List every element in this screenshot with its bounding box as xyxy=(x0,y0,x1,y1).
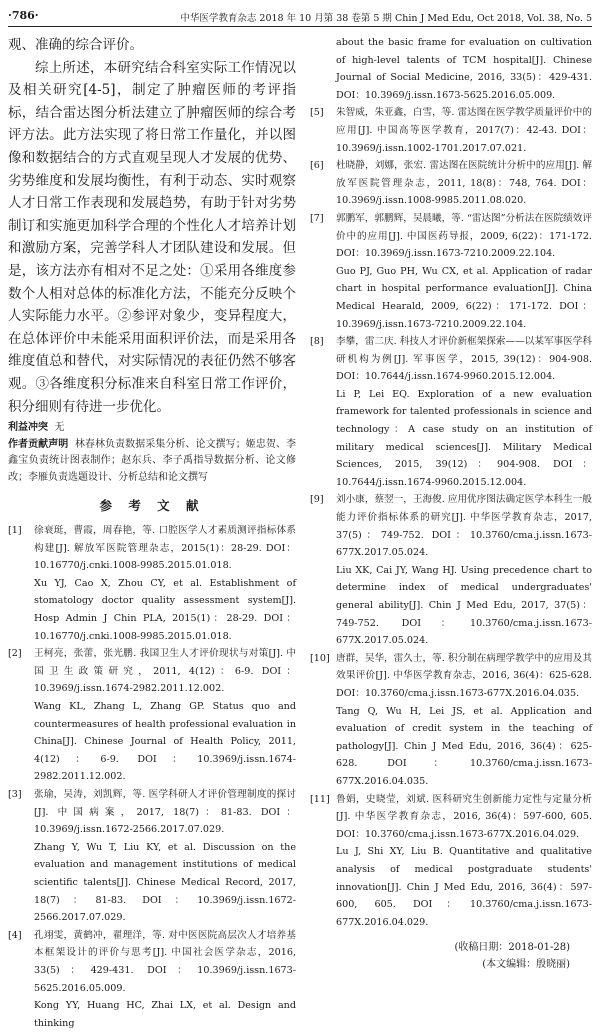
reference-number: [3] xyxy=(8,789,22,800)
reference-text-en: Zhang Y, Wu T, Liu KY, et al. Discussion on the evaluation and management institutions of medical scientific talents[J]. Chinese Medical Record, 2017, 18(7)：81-83. DOI：10.3969/j.issn.1672-2566.2017.07.029. xyxy=(34,841,296,924)
editor-credit: (本文编辑：殷晓丽) xyxy=(482,959,570,971)
journal-running-title: 中华医学教育杂志 2018 年 10 月第 38 卷第 5 期 Chin J Med Edu, Oct 2018, Vol. 38, No. 5 xyxy=(180,13,592,24)
reference-item xyxy=(310,210,592,333)
contribution-text: 林春林负责数据采集分析、论文撰写；姬忠贺、李鑫宝负责统计图表制作；赵东兵、李子禹指导数据分析、论文修改；李雁负责选题设计、分析总结和论文撰写 xyxy=(8,438,297,483)
reference-text-zh: 孔翊雯，黄鹤冲，翟理洋，等. 对中医医院高层次人才培养基本框架设计的评价与思考[J]. 中国社会医学杂志，2016, 33(5)：429-431. DOI：10.3969/j.issn.1673-5625.2016.05.009. xyxy=(34,929,296,994)
reference-text-en: Lu J, Shi XY, Liu B. Quantitative and qualitative analysis of medical postgraduate students' innovation[J]. Chin J Med Edu, 2016, 36(4)：597-600, 605. DOI：10.3760/cma.j.issn.1673-677X.2016.04.029. xyxy=(336,846,592,928)
reference-text-en: Wang KL, Zhang L, Zhang GP. Status quo and countermeasures of health professional evaluation in China[J]. Chinese Journal of Health Policy, 2011, 4(12)：6-9. DOI：10.3969/j.issn.1674-2982.2011.12.002. xyxy=(34,701,296,783)
reference-text-zh: 杜晓静，刘娜，张宏. 雷达图在医院统计分析中的应用[J]. 解放军医院管理杂志，2011, 18(8)：748, 764. DOI：10.3969/j.issn.1008-9985.2011.08.020. xyxy=(336,160,592,207)
reference-text-zh: 李攀，雷二庆. 科技人才评价新框架探索——以某军事医学科研机构为例[J]. 军事医学，2015, 39(12)：904-908. DOI：10.7644/j.issn.1674-9960.2015.12.004. xyxy=(336,336,592,383)
references-heading: 参 考 文 献 xyxy=(99,498,205,514)
body-paragraph-conclusion: 综上所述，本研究结合科室实际工作情况以及相关研究[4-5]，制定了肿瘤医师的考评指标，结合雷达图分析法建立了肿瘤医师的综合考评方法。此方法实现了将日常工作量化，并以图像和数据结合的方式直观呈现人才发展的优势、劣势维度和发展均衡性，有利于动态、实时观察人才日常工作表现和发展趋势，有助于针对劣势制订和实施更加科学合理的个性化人才培养计划和激励方案，完善学科人才团队建设和发展。但是，该方法亦有相对不足之处：①采用各维度参数个人相对总体的标准化方法，不能充分反映个人实际能力水平。②参评对象少，变异程度大，在总体评价中未能采用面积评价法，而是采用各维度值总和替代，对实际情况的表征仍然不够客观。③各维度积分标准来自科室日常工作评价，积分细则有待进一步优化。 xyxy=(8,59,296,415)
conflict-statement xyxy=(8,420,296,437)
reference-text-zh: 王柯亮，张蕾，张光鹏. 我国卫生人才评价现状与对策[J]. 中国卫生政策研究，2011, 4(12)：6-9. DOI：10.3969/j.issn.1674-2982.2011.12.002. xyxy=(34,648,296,695)
reference-item xyxy=(310,104,592,157)
reference-number: [1] xyxy=(8,525,22,537)
reference-number: [7] xyxy=(310,212,324,224)
reference-text-zh: 朱智威，朱亚鑫，白雪，等. 雷达图在医学教学质量评价中的应用[J]. 中国高等医学教育，2017(7)：42-43. DOI：10.3969/j.issn.1002-1701.2017.07.021. xyxy=(336,107,592,154)
right-column xyxy=(310,34,592,971)
conflict-text: 无 xyxy=(54,422,65,434)
reference-number: [8] xyxy=(310,336,324,348)
reference-number: [11] xyxy=(310,793,330,805)
reference-text-zh: 徐衰珽，曹霞，周春艳，等. 口腔医学人才素质测评指标体系构建[J]. 解放军医院管理杂志，2015(1)：28-29. DOI：10.16770/j.cnki.1008-9985.2015.01.018. xyxy=(34,525,296,572)
reference-text-en: Xu YJ, Cao X, Zhou CY, et al. Establishment of stomatology doctor quality assessment system[J]. Hosp Admin J Chin PLA, 2015(1)：28-29. DOI：10.16770/j.cnki.1008-9985.2015.01.018. xyxy=(34,577,296,642)
contribution-statement xyxy=(8,437,296,487)
conflict-label: 利益冲突 xyxy=(8,422,48,434)
reference-number: [10] xyxy=(310,652,330,664)
reference-text-en: Tang Q, Wu H, Lei JS, et al. Application and evaluation of credit system in the teaching of pathology[J]. Chin J Med Edu, 2016, 36(4)：625-628. DOI：10.3760/cma.j.issn.1673-677X.2016.04.035. xyxy=(336,705,592,787)
reference-continuation: about the basic frame for evaluation on cultivation of high-level talents of TCM hospital[J]. Chinese Journal of Social Medicine, 2016, 33(5)：429-431. DOI：10.3969/j.issn.1673-5625.2016.05.009. xyxy=(336,37,592,101)
reference-item xyxy=(8,522,296,645)
reference-item xyxy=(310,157,592,210)
reference-text-en: Kong YY, Huang HC, Zhai LX, et al. Design and thinking xyxy=(34,1000,296,1029)
reference-item xyxy=(8,927,296,1032)
contribution-label: 作者贡献声明 xyxy=(8,438,69,450)
page-number: ·786· xyxy=(8,9,39,22)
reference-item xyxy=(310,333,592,491)
references-list-left xyxy=(8,522,296,1032)
reference-number: [6] xyxy=(310,160,324,172)
reference-item xyxy=(310,791,592,932)
reference-number: [4] xyxy=(8,929,22,941)
page-header xyxy=(8,6,592,27)
article-footer xyxy=(310,939,592,973)
reference-item xyxy=(310,650,592,791)
reference-number: [5] xyxy=(310,107,324,119)
reference-text-zh: 唐群，吴华，雷久士，等. 积分制在病理学教学中的应用及其效果评价[J]. 中华医学教育杂志，2016, 36(4)：625-628. DOI：10.3760/cma.j.issn.1673-677X.2016.04.035. xyxy=(336,652,592,699)
left-column xyxy=(8,34,297,1029)
reference-number: [2] xyxy=(8,648,22,660)
reference-text-zh: 张瑜，吴涛，刘凯辉，等. 医学科研人才评价管理制度的探讨[J]. 中国病案，2017, 18(7)：81-83. DOI：10.3969/j.issn.1672-2566.2017.07.029. xyxy=(34,789,296,836)
body-paragraph-continued: 观、准确的综合评价。 xyxy=(8,37,143,53)
reference-text-en: Guo PJ, Guo PH, Wu CX, et al. Application of radar chart in hospital performance evaluation[J]. China Medical Hearald, 2009, 6(22)：171-172. DOI：10.3969/j.issn.1673-7210.2009.22.104. xyxy=(336,265,592,330)
reference-number: [9] xyxy=(310,494,324,506)
received-date: (收稿日期：2018-01-28) xyxy=(454,942,570,954)
reference-item xyxy=(310,491,592,649)
reference-item xyxy=(8,786,296,927)
reference-item xyxy=(8,645,296,786)
reference-text-zh: 刘小康，蔡翌一，王海俊. 应用优序图法确定医学本科生一般能力评价指标体系的研究[J]. 中华医学教育杂志，2017, 37(5)：749-752. DOI：10.3760/cma.j.issn.1673-677X.2017.05.024. xyxy=(336,494,592,559)
reference-text-zh: 鲁娟，史晓莹，刘斌. 医科研究生创新能力定性与定量分析[J]. 中华医学教育杂志，2016, 36(4)：597-600, 605. DOI：10.3760/cma.j.issn.1673-677X.2016.04.029. xyxy=(336,793,592,840)
reference-text-en: Li P, Lei EQ. Exploration of a new evaluation framework for talented professionals in science and technology：A case study on an institution of military medical sciences[J]. Military Medical Sciences, 2015, 39(12)：904-908. DOI：10.7644/j.issn.1674-9960.2015.12.004. xyxy=(336,388,592,488)
reference-text-zh: 郭鹏军，郭鹏辉，吴晨曦，等. “雷达图”分析法在医院绩效评价中的应用[J]. 中国医药导报，2009, 6(22)：171-172. DOI：10.3969/j.issn.1673-7210.2009.22.104. xyxy=(336,212,592,260)
reference-text-en: Liu XK, Cai JY, Wang HJ. Using precedence chart to determine index of medical undergraduates' general ability[J]. Chin J Med Edu, 2017, 37(5)：749-752. DOI：10.3760/cma.j.issn.1673-677X.2017.05.024. xyxy=(336,564,592,647)
